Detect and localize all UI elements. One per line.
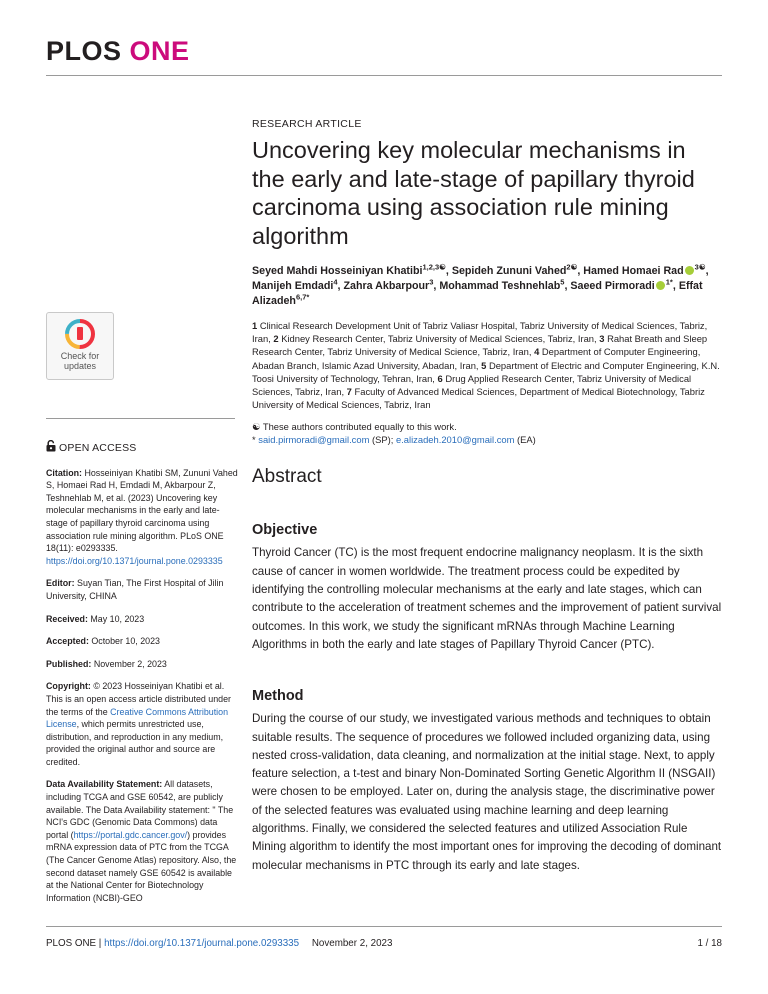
author-affiliation-marker: 4 xyxy=(333,277,338,287)
article-title: Uncovering key molecular mechanisms in the early and late-stage of papillary thyroid carcinoma using association rule mining algorithm xyxy=(252,137,695,249)
equal-contribution-note: ☯ These authors contributed equally to this work. xyxy=(252,421,457,433)
author-affiliation-marker: 6,7* xyxy=(295,292,310,302)
sidebar xyxy=(46,440,238,914)
logo-one: ONE xyxy=(129,36,190,66)
author-separator: , xyxy=(705,265,709,277)
footer-doi-link[interactable]: https://doi.org/10.1371/journal.pone.0293335 xyxy=(104,938,300,949)
author-list xyxy=(252,264,724,309)
license-link[interactable]: Creative Commons Attribution License xyxy=(46,706,229,730)
affiliation-text: Department of Electric and Computer Engineering, K.N. Toosi University of Technology, Tehran, Iran, xyxy=(252,359,720,384)
method-text: During the course of our study, we investigated various methods and techniques to obtain suitable results. The sequence of procedures we followed included organizing data, using nested cross-validation, data cleaning, and normalization at the initial stage. Next, to apply feature selection, a t-test and binary Non-Dominated Sorting Genetic Algorithm II (NSGAII) were chosen to be employed. Later on, during the analysis stage, the discriminative power of the selected features was evaluated using machine learning and deep learning algorithms. Finally, we considered the selected features and utilized Association Rule Mining algorithm to identify the most important ones for improving the decoding of dominant molecular mechanisms in PTC through its early and late stages. xyxy=(252,712,722,872)
affiliation-number: 5 xyxy=(481,359,487,371)
badge-label-1: Check for xyxy=(60,351,100,361)
objective-heading: Objective xyxy=(252,522,318,539)
affiliation-text: Kidney Research Center, Tabriz University of Medical Sciences, Tabriz, Iran, xyxy=(281,333,600,345)
copyright: Copyright: © 2023 Hosseiniyan Khatibi et al. This is an open access article distributed under the terms of the Creative Commons Attribution License, which permits unrestricted use, distribution, and reproduction in any medium, provided the original author and source are credited. xyxy=(46,681,231,767)
check-for-updates-badge[interactable] xyxy=(46,312,114,380)
author-name: Mohammad Teshnehlab xyxy=(439,280,561,292)
author-separator: , xyxy=(445,265,452,277)
main-column xyxy=(252,118,724,875)
citation-doi-link[interactable]: https://doi.org/10.1371/journal.pone.0293335 xyxy=(46,555,223,566)
badge-label-2: updates xyxy=(63,361,97,371)
author-name: Manijeh Emdadi xyxy=(252,280,334,292)
page-footer xyxy=(46,938,722,949)
author-affiliation-marker: 1,2,3☯ xyxy=(422,262,446,272)
page-number: 1 / 18 xyxy=(697,938,722,949)
author-separator: , xyxy=(564,280,571,292)
author-name: Hamed Homaei Rad xyxy=(583,265,684,277)
abstract-heading: Abstract xyxy=(252,466,322,488)
affiliation-text: Faculty of Advanced Medical Sciences, Department of Medical Biotechnology, Tabriz University of Medical Sciences, Tabriz, Iran xyxy=(252,386,705,411)
corresponding-emails: * said.pirmoradi@gmail.com (SP); e.alizadeh.2010@gmail.com (EA) xyxy=(252,434,536,446)
author-separator: , xyxy=(337,280,344,292)
logo-plos: PLOS xyxy=(46,36,122,66)
objective-text: Thyroid Cancer (TC) is the most frequent endocrine malignancy neoplasm. It is the sixth cause of cancer in women worldwide. The treatment process could be expedited by identifying the controlling molecular mechanisms at the early and late stages, which can contribute to the acceleration of treatment schemes and the improvement of patient survival outcomes. In this work, we study the significant mRNAs through Machine Learning Algorithms in both the early and late stages of Papillary Thyroid Cancer (PTC). xyxy=(252,546,722,651)
citation: Citation: Hosseiniyan Khatibi SM, Zununi Vahed S, Homaei Rad H, Emdadi M, Akbarpour Z, Teshnehlab M, et al. (2023) Uncovering key molecular mechanisms in the early and late-stage of papillary thyroid carcinoma using association rule mining algorithm. PLoS ONE 18(11): e0293335. https://doi.org/10.1371/journal.pone.0293335 xyxy=(46,467,238,566)
footer-date: November 2, 2023 xyxy=(311,938,393,949)
author-affiliation-marker: 2☯ xyxy=(566,262,578,272)
header-divider xyxy=(46,75,722,76)
affiliation-number: 2 xyxy=(273,333,279,345)
author-separator: , xyxy=(577,265,584,277)
affiliation-number: 3 xyxy=(599,333,605,345)
article-type: RESEARCH ARTICLE xyxy=(252,118,362,130)
orcid-icon[interactable] xyxy=(656,281,665,290)
editor: Editor: Suyan Tian, The First Hospital of Jilin University, CHINA xyxy=(46,578,224,601)
journal-logo[interactable] xyxy=(46,36,190,67)
open-lock-icon xyxy=(46,440,56,452)
footer-divider xyxy=(46,926,722,927)
author-name: Saeed Pirmoradi xyxy=(570,280,655,292)
data-availability: Data Availability Statement: All datasets, including TCGA and GSE 60542, are publicly available. The Data Availability statement: " The NCI's GDC (Genomic Data Commons) data portal (https://portal.gdc.cancer.gov/) provides mRNA expression data of PTC from the TCGA (The Cancer Genome Atlas) repository. Also, the second dataset namely GSE 60542 is available at the National Center for Biotechnology Information (NCBI)-GEO xyxy=(46,779,237,903)
crossmark-icon xyxy=(65,319,95,349)
author-affiliation-marker: 1* xyxy=(665,277,673,287)
affiliation-number: 4 xyxy=(534,346,540,358)
author-name: Zahra Akbarpour xyxy=(343,280,430,292)
author-separator: , xyxy=(672,280,679,292)
author-notes xyxy=(252,420,724,446)
affiliation-number: 1 xyxy=(252,320,258,331)
author-name: Sepideh Zununi Vahed xyxy=(451,265,567,277)
email-ea-link[interactable]: e.alizadeh.2010@gmail.com xyxy=(395,434,515,446)
author-name: Effat Alizadeh xyxy=(252,280,703,307)
affiliations xyxy=(252,319,724,411)
email-sp-link[interactable]: said.pirmoradi@gmail.com xyxy=(258,434,370,446)
author-affiliation-marker: 3☯ xyxy=(694,262,706,272)
open-access-label: OPEN ACCESS xyxy=(46,440,238,455)
accepted-date: Accepted: October 10, 2023 xyxy=(46,636,160,647)
received-date: Received: May 10, 2023 xyxy=(46,613,145,624)
orcid-icon[interactable] xyxy=(685,266,694,275)
published-date: Published: November 2, 2023 xyxy=(46,658,167,669)
affiliation-text: Drug Applied Research Center, Tabriz University of Medical Sciences, Tabriz, Iran, xyxy=(252,372,692,398)
method-heading: Method xyxy=(252,688,304,705)
gdc-portal-link[interactable]: https://portal.gdc.cancer.gov/ xyxy=(73,829,188,840)
affiliation-text: Department of Computer Engineering, Abadan Branch, Islamic Azad University, Abadan, Iran, xyxy=(252,346,701,371)
footer-journal: PLOS ONE | xyxy=(46,938,105,949)
author-affiliation-marker: 3 xyxy=(429,277,434,287)
author-separator: , xyxy=(433,280,440,292)
affiliation-text: Clinical Research Development Unit of Tabriz Valiasr Hospital, Tabriz University of Medical Sciences, Tabriz, Iran, xyxy=(252,320,708,345)
author-affiliation-marker: 5 xyxy=(560,277,565,287)
affiliation-number: 7 xyxy=(346,386,352,398)
author-name: Seyed Mahdi Hosseiniyan Khatibi xyxy=(252,265,423,277)
affiliation-text: Rahat Breath and Sleep Research Center, Tabriz University of Medical Science, Tabriz, Iran, xyxy=(252,333,708,358)
affiliation-number: 6 xyxy=(437,372,443,384)
sidebar-divider xyxy=(46,418,235,419)
